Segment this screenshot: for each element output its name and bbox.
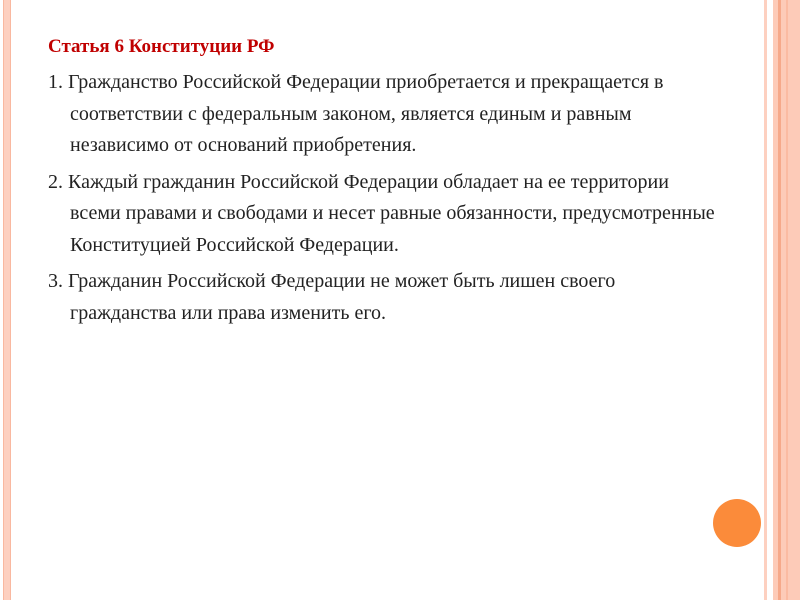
paragraph-3: 3. Гражданин Российской Федерации не может быть лишен своего гражданства или права изменить его. [48, 270, 616, 324]
left-decorative-stripe [3, 0, 11, 600]
right-decorative-line [786, 0, 788, 600]
paragraph-2: 2. Каждый гражданин Российской Федерации обладает на ее территории всеми правами и свободами и несет равные обязанности, предусмотренные Конституцией Российской Федерации. [48, 170, 715, 256]
paragraph-1: 1. Гражданство Российской Федерации приобретается и прекращается в соответствии с федеральным законом, является единым и равным независимо от оснований приобретения. [48, 71, 664, 156]
slide-content [48, 32, 718, 334]
right-decorative-line [778, 0, 781, 600]
orange-circle-decoration [713, 499, 761, 547]
right-decorative-stripe [764, 0, 767, 600]
slide-title: Статья 6 Конституции РФ [48, 36, 275, 57]
